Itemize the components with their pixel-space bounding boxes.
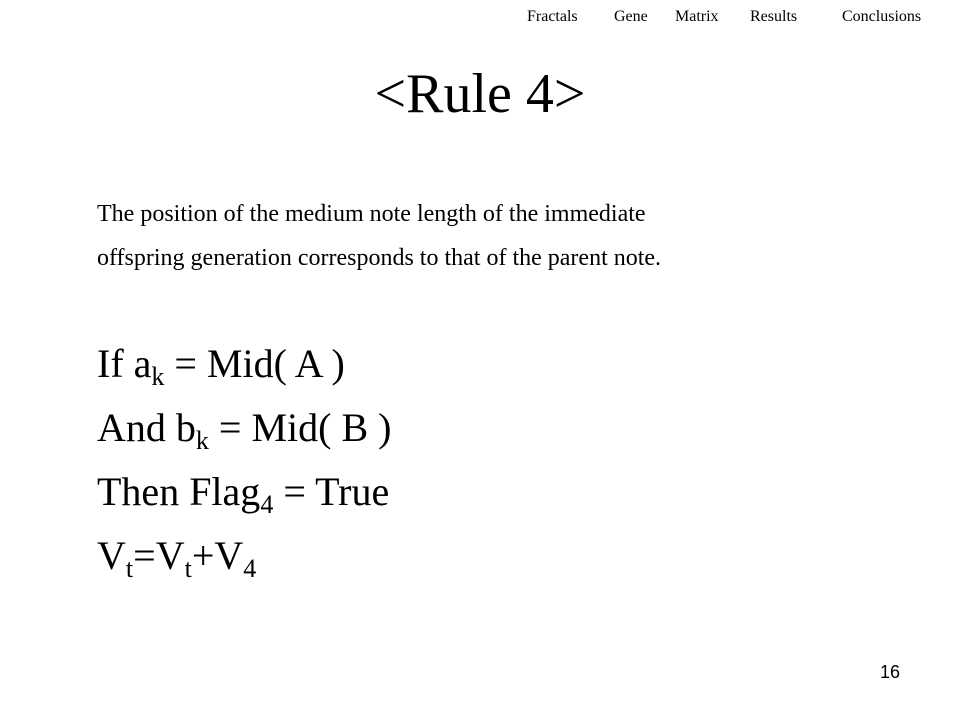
rule-text: = Mid( B ) [208, 405, 392, 450]
nav-link-gene[interactable]: Gene [614, 8, 648, 25]
nav-link-results[interactable]: Results [750, 8, 798, 25]
rule-subscript: t [125, 554, 134, 583]
nav-link-conclusions[interactable]: Conclusions [842, 8, 922, 25]
rule-text: Then Flag [97, 469, 261, 514]
rule-flag-assignment [97, 460, 797, 524]
description-line-2: offspring generation corresponds to that of the parent note. [97, 245, 662, 271]
rule-text: = True [273, 469, 390, 514]
rule-value-update [97, 524, 797, 588]
nav-link-matrix[interactable]: Matrix [675, 8, 719, 25]
rule-text: = Mid( A ) [164, 341, 345, 386]
rule-subscript: k [151, 362, 165, 391]
nav-link-fractals[interactable]: Fractals [527, 8, 578, 25]
rule-subscript: k [195, 426, 209, 455]
rule-text: = [133, 533, 156, 578]
rule-text: + [191, 533, 215, 578]
description-line-1: The position of the medium note length of the immediate [97, 201, 646, 227]
rule-conditions [97, 332, 797, 588]
slide-page-number: 16 [880, 662, 901, 682]
slide-title: <Rule 4> [374, 63, 586, 125]
rule-subscript: t [184, 554, 192, 583]
rule-subscript: 4 [243, 554, 257, 583]
rule-text: And b [97, 405, 196, 450]
rule-text: If a [97, 341, 152, 386]
top-navigation [0, 6, 960, 28]
rule-subscript: 4 [260, 490, 274, 519]
rule-description [97, 192, 897, 280]
rule-text: V [97, 533, 126, 578]
rule-text: V [155, 533, 185, 578]
rule-text: V [214, 533, 244, 578]
rule-condition-a [97, 332, 797, 396]
rule-condition-b [97, 396, 797, 460]
